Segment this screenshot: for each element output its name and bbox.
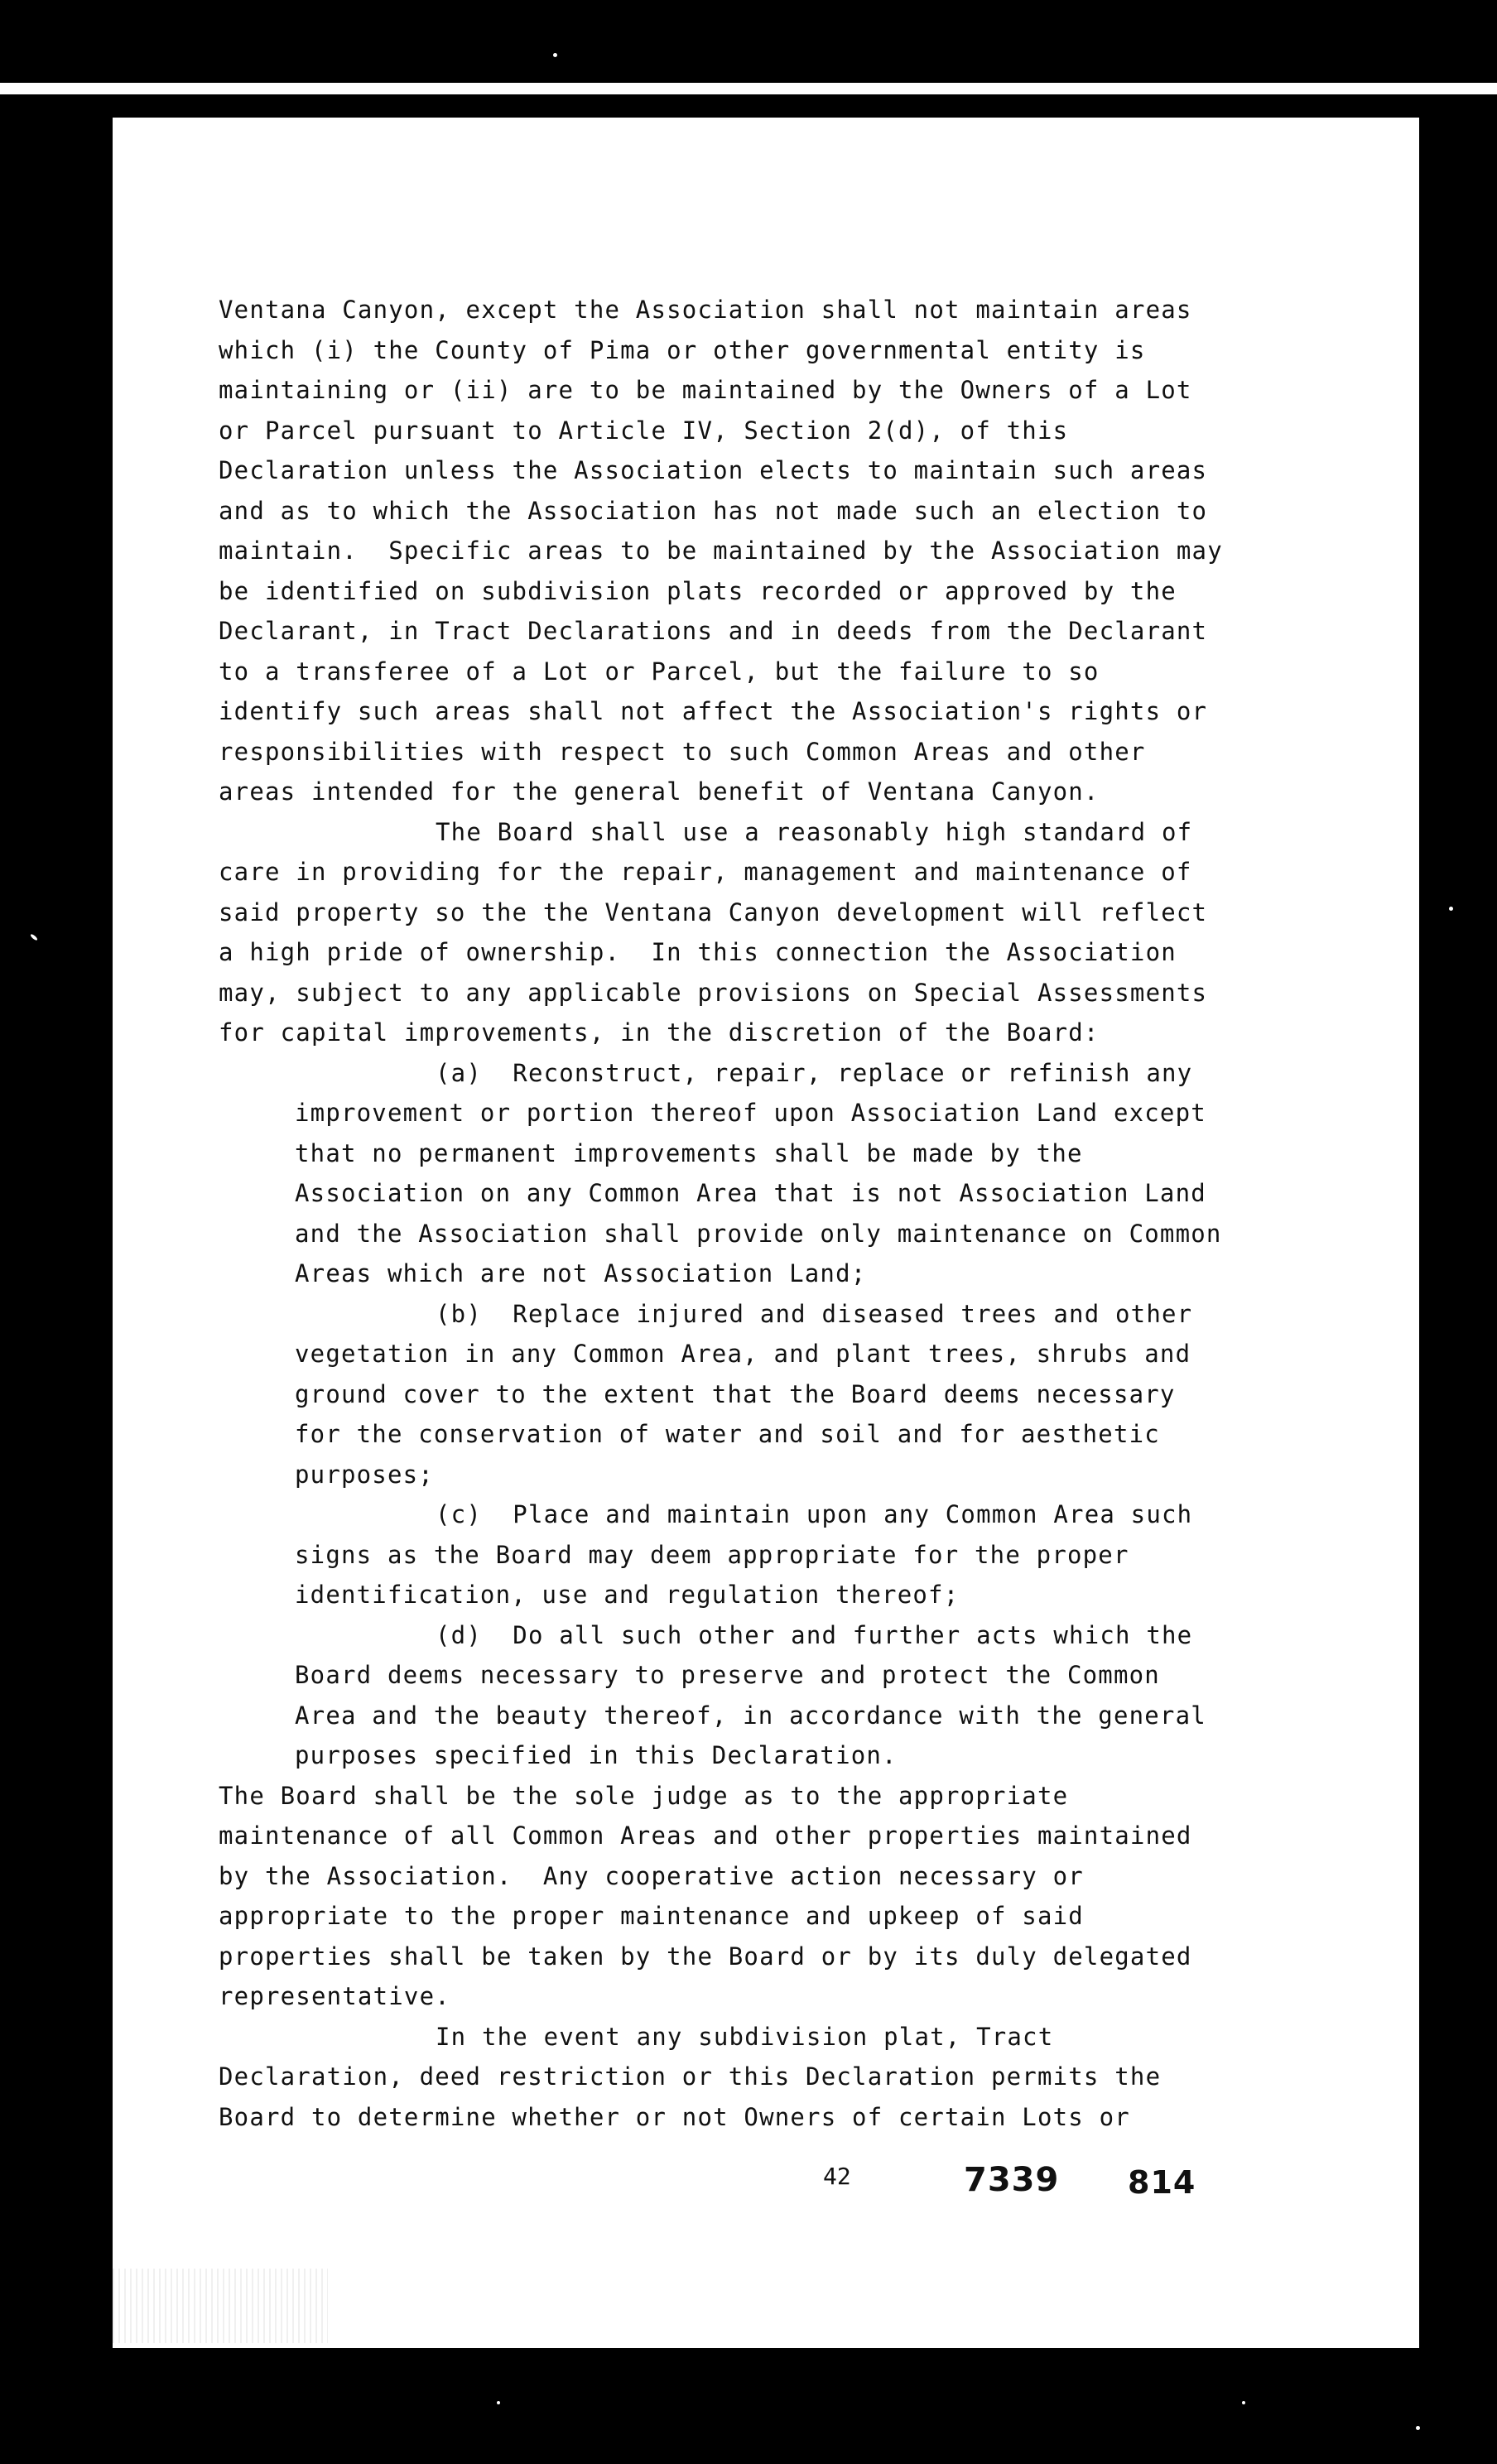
recording-stamp-number: 7339 (964, 2161, 1060, 2199)
text-line: The Board shall be the sole judge as to the appropriate (219, 1781, 1069, 1810)
text-line: which (i) the County of Pima or other governmental entity is (219, 335, 1146, 364)
text-line: (d) Do all such other and further acts which the (436, 1620, 1193, 1649)
scan-top-border (0, 0, 1497, 93)
text-line: appropriate to the proper maintenance and upkeep of said (219, 1902, 1084, 1930)
text-line: Declarant, in Tract Declarations and in deeds from the Declarant (219, 617, 1208, 645)
text-line: areas intended for the general benefit of Ventana Canyon. (219, 777, 1100, 806)
scan-speck (1242, 2401, 1245, 2404)
text-line: and as to which the Association has not made such an election to (219, 496, 1208, 525)
text-line: may, subject to any applicable provisions on Special Assessments (219, 978, 1208, 1007)
text-line: The Board shall use a reasonably high standard of (436, 817, 1193, 846)
text-line: ground cover to the extent that the Board deems necessary (295, 1379, 1176, 1408)
scan-noise (113, 2269, 328, 2343)
text-line: signs as the Board may deem appropriate for the proper (295, 1540, 1129, 1569)
text-line: be identified on subdivision plats recorded or approved by the (219, 576, 1177, 605)
text-line: by the Association. Any cooperative action necessary or (219, 1861, 1084, 1890)
scan-speck (1416, 2426, 1420, 2430)
scan-speck (30, 933, 38, 941)
text-line: Declaration, deed restriction or this Declaration permits the (219, 2062, 1162, 2091)
text-line: for capital improvements, in the discretion of the Board: (219, 1018, 1100, 1047)
page-number: 42 (823, 2163, 851, 2190)
text-line: or Parcel pursuant to Article IV, Section 2(d), of this (219, 416, 1069, 445)
text-line: and the Association shall provide only maintenance on Common (295, 1219, 1222, 1248)
text-line: improvement or portion thereof upon Association Land except (295, 1099, 1206, 1127)
text-line: Board to determine whether or not Owners of certain Lots or (219, 2102, 1130, 2131)
recording-stamp-page: 814 (1128, 2164, 1196, 2201)
text-line: In the event any subdivision plat, Tract (436, 2022, 1054, 2051)
text-line: to a transferee of a Lot or Parcel, but the failure to so (219, 657, 1100, 686)
text-line: (b) Replace injured and diseased trees and other (436, 1299, 1193, 1328)
text-line: Board deems necessary to preserve and protect the Common (295, 1661, 1160, 1689)
text-line: purposes; (295, 1460, 434, 1489)
text-line: (c) Place and maintain upon any Common Area such (436, 1500, 1193, 1528)
scan-speck (497, 2401, 500, 2404)
text-line: vegetation in any Common Area, and plant trees, shrubs and (295, 1340, 1191, 1368)
text-line: identify such areas shall not affect the Association's rights or (219, 697, 1208, 725)
scan-speck (1449, 907, 1453, 911)
text-line: maintenance of all Common Areas and other properties maintained (219, 1822, 1192, 1850)
scan-top-line (0, 83, 1497, 94)
text-line: said property so the the Ventana Canyon development will reflect (219, 898, 1208, 926)
text-line: Declaration unless the Association elects to maintain such areas (219, 456, 1208, 484)
text-line: responsibilities with respect to such Common Areas and other (219, 737, 1146, 766)
text-line: a high pride of ownership. In this connection the Association (219, 938, 1177, 966)
scan-speck (553, 53, 557, 57)
text-line: care in providing for the repair, management and maintenance of (219, 858, 1192, 886)
text-line: that no permanent improvements shall be made by the (295, 1138, 1083, 1167)
text-line: maintain. Specific areas to be maintained by the Association may (219, 537, 1223, 565)
text-line: (a) Reconstruct, repair, replace or refinish any (436, 1058, 1193, 1087)
text-line: for the conservation of water and soil and for aesthetic (295, 1420, 1160, 1448)
text-line: Areas which are not Association Land; (295, 1259, 867, 1287)
text-line: representative. (219, 1982, 450, 2010)
text-line: Area and the beauty thereof, in accordance with the general (295, 1701, 1206, 1730)
text-line: Association on any Common Area that is not Association Land (295, 1179, 1206, 1207)
text-line: properties shall be taken by the Board or by its duly delegated (219, 1942, 1192, 1971)
page-footer (0, 2163, 1497, 2212)
document-body (219, 290, 1378, 2137)
text-line: Ventana Canyon, except the Association shall not maintain areas (219, 296, 1192, 324)
text-line: maintaining or (ii) are to be maintained by the Owners of a Lot (219, 376, 1192, 404)
text-line: purposes specified in this Declaration. (295, 1741, 898, 1769)
text-line: identification, use and regulation thereof; (295, 1581, 960, 1609)
